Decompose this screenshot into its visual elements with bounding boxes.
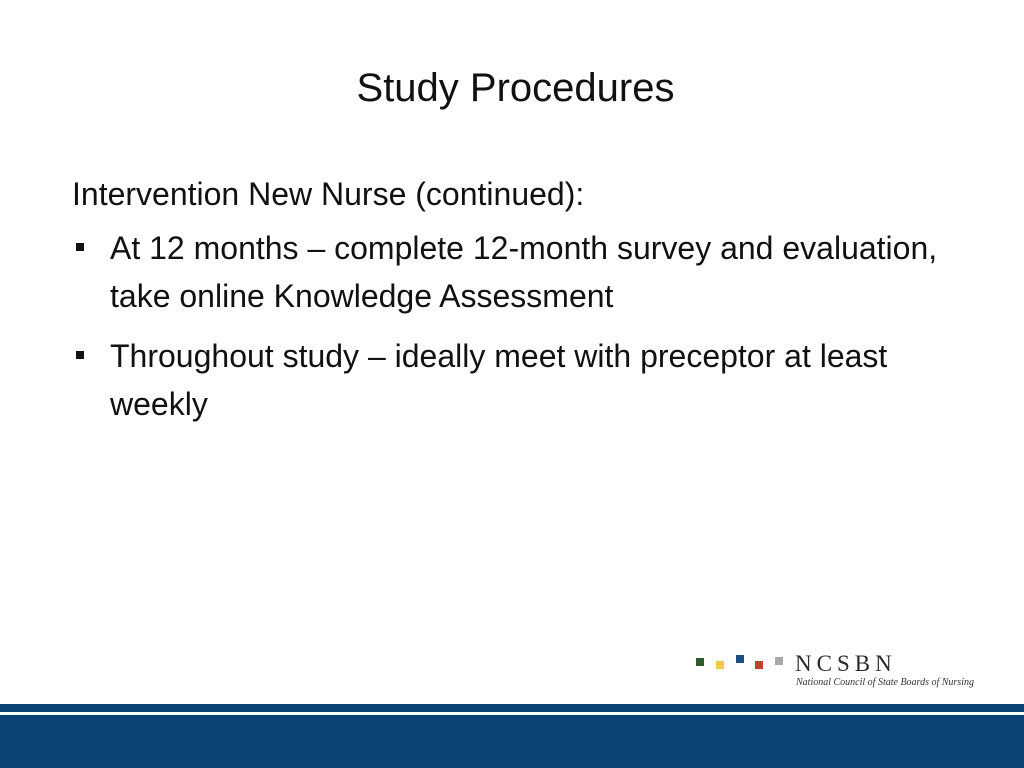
- logo-square-icon: [775, 657, 783, 665]
- slide-content: [72, 170, 972, 440]
- bullet-item: [72, 224, 972, 320]
- bullet-text: Throughout study – ideally meet with preceptor at least weekly: [110, 338, 888, 422]
- square-bullet-icon: [76, 351, 84, 359]
- footer-band: [0, 715, 1024, 768]
- logo-square-icon: [755, 661, 763, 669]
- lead-text: Intervention New Nurse (continued):: [72, 176, 585, 212]
- bullet-text: At 12 months – complete 12-month survey and evaluation, take online Knowledge Assessment: [110, 230, 938, 314]
- logo-square-icon: [696, 658, 704, 666]
- bullet-list: [72, 224, 972, 428]
- square-bullet-icon: [76, 243, 84, 251]
- logo-square-icon: [736, 655, 744, 663]
- slide-title: Study Procedures: [356, 66, 675, 110]
- logo-subtitle: National Council of State Boards of Nursing: [796, 677, 974, 688]
- bullet-item: [72, 332, 972, 428]
- ncsbn-logo: [692, 650, 982, 695]
- footer-rule: [0, 704, 1024, 712]
- logo-wordmark: NCSBN: [795, 651, 897, 676]
- logo-square-icon: [716, 661, 724, 669]
